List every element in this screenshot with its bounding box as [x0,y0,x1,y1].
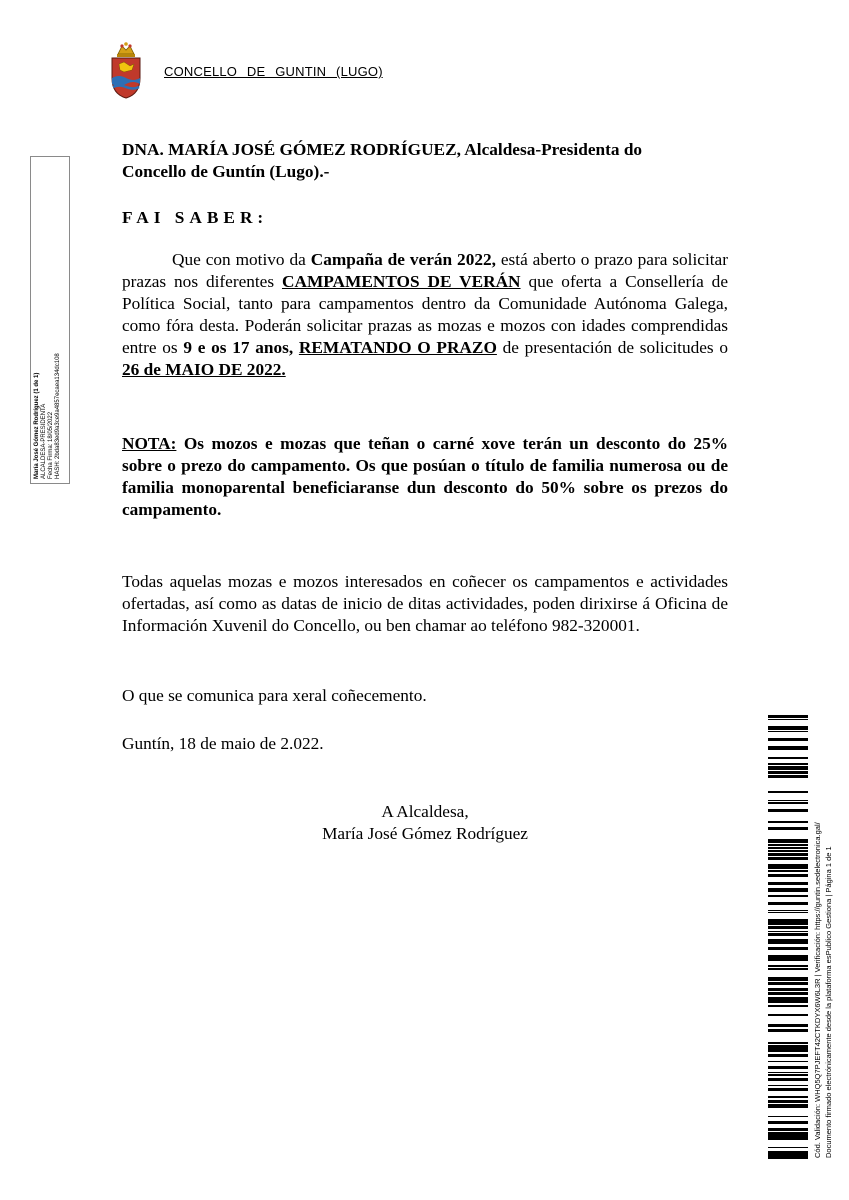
signature-box [30,156,70,484]
signature-date: Fecha Firma: 18/05/2022 [48,411,54,479]
signature-role-line: A Alcaldesa, [381,802,469,821]
signature-hash: HASH: 2bda83ed9a3ce9a4857ecaea134dc108 [55,353,61,479]
verification-platform: Documento firmado electrónicamente desde la plataforma esPublico Gestiona | Página 1 de 1 [824,846,833,1158]
info-paragraph: Todas aquelas mozas e mozos interesados en coñecer os campamentos e actividades ofertadas, así como as datas de inicio de ditas actividades, poden dirixirse á Oficina de Información Xuvenil do Concello, ou ben chamar ao teléfono 982-320001. [122,572,728,635]
nota-paragraph: NOTA: Os mozos e mozas que teñan o carné xove terán un desconto do 25% sobre o prezo do campamento. Os que posúan o título de familia numerosa ou de familia monoparental beneficiaranse dun desconto do 50% sobre os prezos do campamento. [122,434,728,519]
document-date: Guntín, 18 de maio de 2.022. [122,734,324,753]
coat-of-arms-icon [108,40,144,100]
main-paragraph: Que con motivo da Campaña de verán 2022, está aberto o prazo para solicitar prazas nos diferentes CAMPAMENTOS DE VERÁN que oferta a Consellería de Política Social, tanto para campamentos dentro da Comunidade Autónoma Galega, como fóra desta. Poderán solicitar prazas as mozas e mozos con idades comprendidas entre os 9 e os 17 anos, REMATANDO O PRAZO de presentación de solicitudes o 26 de MAIO DE 2022. [122,250,729,379]
signature-name-line: María José Gómez Rodríguez [322,824,528,843]
verification-text [812,738,834,1158]
verification-code: Cód. Validación: WHQ5Q7PJEFT42CTKDYX6W6L3R | Verificación: https://guntin.sedelectronica.gal/ [813,822,822,1158]
barcode-icon [768,715,808,1160]
document-heading: DNA. MARÍA JOSÉ GÓMEZ RODRÍGUEZ, Alcaldesa-Presidenta do Concello de Guntín (Lugo).- [122,140,643,181]
header-title: CONCELLO DE GUNTIN (LUGO) [164,64,383,79]
signature-signer: María José Gómez Rodríguez (1 de 1) [34,372,40,479]
closing-paragraph: O que se comunica para xeral coñecemento. [122,686,427,705]
signature-block [230,801,620,845]
fai-saber-heading: FAI SABER: [122,208,269,227]
signature-text [34,159,62,479]
signature-role: ALCALDESA-PRESIDENTA [41,403,47,479]
